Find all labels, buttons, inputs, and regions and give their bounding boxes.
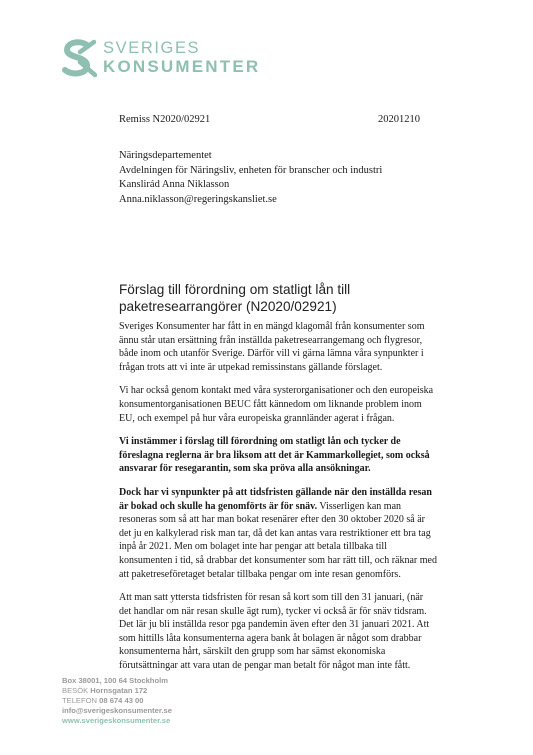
- paragraph-bold: Vi instämmer i förslag till förordning om statligt lån och tycker de föreslagna reglerna är bra liksom att det är Kammarkollegiet, som också ansvarar för resegarantin, som ska pröva alla ansökningar.: [119, 436, 430, 475]
- footer-visit-value: Hornsgatan 172: [90, 686, 148, 695]
- footer-phone-label: TELEFON: [62, 696, 98, 705]
- footer-web-link[interactable]: www.sverigeskonsumenter.se: [62, 716, 171, 725]
- reference-number: Remiss N2020/02921: [119, 114, 211, 125]
- recipient-block: [119, 149, 382, 207]
- footer-phone-value: 08 674 43 00: [99, 696, 144, 705]
- recipient-line: Näringsdepartementet: [119, 150, 212, 161]
- logo-wordmark-line2: KONSUMENTER: [103, 57, 261, 76]
- recipient-line: Avdelningen för Näringsliv, enheten för branscher och industri: [119, 164, 383, 176]
- document-body: [119, 320, 437, 683]
- paragraph: Att man satt yttersta tidsfristen för resan så kort som till den 31 januari, (när det handlar om när resan skulle ägt rum), tycker vi också är för snäv tidsram. Det lär ju bli inställda resor pga pandemin även efter den 31 januari 2021. Att som hittills låta konsumenterna agera bank åt bolagen är något som drabbar konsumenterna hårt, särskilt den grupp som har sämst ekonomiska förutsättningar att vara utan de pengar man betalt för något man inte fått.: [119, 592, 430, 672]
- footer-visit-label: BESÖK: [62, 686, 89, 695]
- footer-email-link[interactable]: info@sverigeskonsumenter.se: [62, 706, 172, 715]
- logo: [60, 38, 280, 78]
- document-meta: [119, 114, 419, 125]
- logo-wordmark-line1: SVERIGES: [103, 39, 201, 57]
- document-date: 20201210: [378, 114, 420, 125]
- footer-address: Box 38001, 100 64 Stockholm: [62, 676, 168, 685]
- recipient-email: Anna.niklasson@regeringskansliet.se: [119, 193, 277, 205]
- recipient-line: Kanslirád Anna Niklasson: [119, 179, 230, 191]
- paragraph: Sveriges Konsumenter har fått in en mängd klagomål från konsumenter som ännu står utan ersättning från inställda paketresearrangemang och flygresor, både inom och utanför Sverige. Därför vill vi gärna lämna våra synpunkter i frågan trots att vi inte är utpekad remissinstans gällande förslaget.: [119, 321, 425, 373]
- footer-visit: [62, 686, 172, 696]
- paragraph: [119, 486, 437, 581]
- paragraph-rest: Visserligen kan man resoneras som så att har man bokat resenärer efter den 30 oktober 2020 så är det ju en kalkylerad risk man tar, då det kan antas vara restriktioner ett bra tag inpå år 2021. Men om bolaget inte har pengar att betala tillbaka till konsumenten i tid, så drabbar det konsumenter som har rätt till, och räknar med att paketreseföretaget betalar tillbaka pengar om inte resan genomförs.: [119, 500, 437, 580]
- footer: [62, 676, 172, 726]
- paragraph-lead-bold: Dock har vi synpunkter på att tidsfristen gällande när den inställda resan är bokad och skulle ha genomförts är för snäv.: [119, 486, 432, 512]
- document-title: Förslag till förordning om statligt lån till paketresearrangörer (N2020/02921): [119, 282, 351, 314]
- logo-mark-icon: [60, 38, 100, 78]
- paragraph: Vi har också genom kontakt med våra systerorganisationer och den europeiska konsumentorganisationen BEUC fått kännedom om liknande problem inom EU, och exempel på hur våra europeiska grannländer agerat i frågan.: [119, 385, 434, 424]
- footer-phone: [62, 696, 172, 706]
